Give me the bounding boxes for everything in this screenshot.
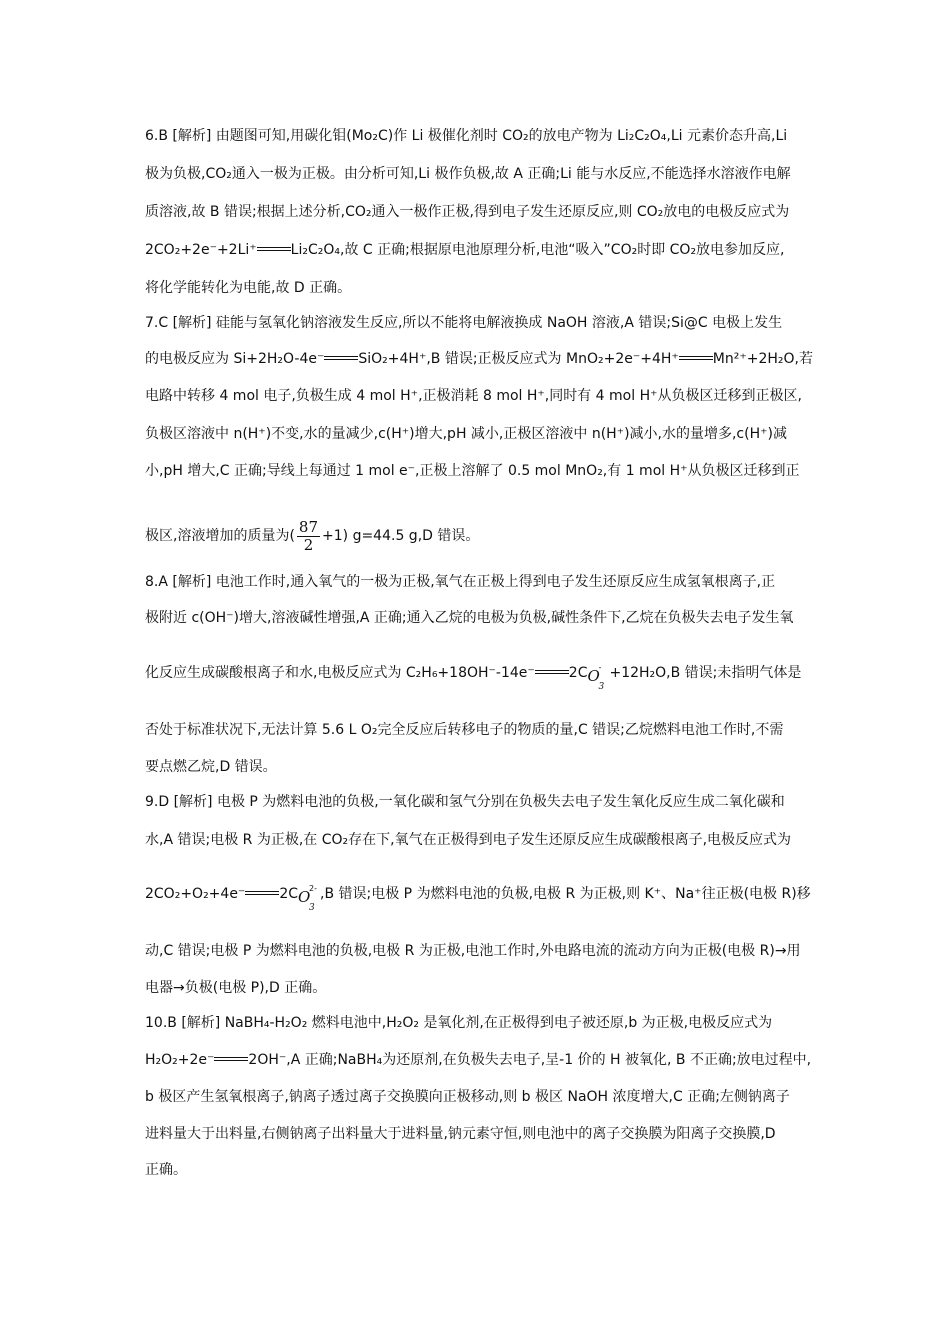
q6-equation-right: Li₂C₂O₄,故 C 正确;根据原电池原理分析,电池“吸入”CO₂时即 CO₂放电参加反应, (290, 242, 785, 258)
q9-equation-rest: ,B 错误;电极 P 为燃料电池的负极,电极 R 为正极,则 K⁺、Na⁺往正极(电极 R)移 (320, 886, 811, 902)
q10-line-3: b 极区产生氢氧根离子,钠离子透过离子交换膜向正极移动,则 b 极区 NaOH 浓度增大,C 正确;左侧钠离子 (145, 1089, 790, 1105)
q8-equation-rest: +12H₂O,B 错误;未指明气体是 (609, 665, 802, 681)
equals-sign (245, 891, 279, 897)
q9-equation-right: 2C (279, 886, 299, 902)
q7-cathode-product: Mn²⁺+2H₂O,若 (712, 351, 813, 367)
fraction-numerator: 87 (298, 517, 319, 536)
q7-line-4: 负极区溶液中 n(H⁺)不变,水的量减少,c(H⁺)增大,pH 减小,正极区溶液中 n(H⁺)减小,水的量增多,c(H⁺)减 (145, 426, 787, 442)
q7-line-5: 小,pH 增大,C 正确;导线上每通过 1 mol e⁻,正极上溶解了 0.5 mol MnO₂,有 1 mol H⁺从负极区迁移到正 (145, 463, 800, 479)
q10-line-1: 10.B [解析] NaBH₄-H₂O₂ 燃料电池中,H₂O₂ 是氧化剂,在正极得到电子被还原,b 为正极,电极反应式为 (145, 1015, 773, 1031)
q10-line-5: 正确。 (145, 1162, 187, 1178)
q10-line-4: 进料量大于出料量,右侧钠离子出料量大于进料量,钠元素守恒,则电池中的离子交换膜为阳离子交换膜,D (145, 1126, 776, 1142)
q9-line-5: 电器→负极(电极 P),D 正确。 (145, 980, 327, 996)
q7-line-3: 电路中转移 4 mol 电子,负极生成 4 mol H⁺,正极消耗 8 mol H⁺,同时有 4 mol H⁺从负极区迁移到正极区, (145, 388, 802, 404)
equals-sign (535, 670, 569, 676)
q9-line-2: 水,A 错误;电极 R 为正极,在 CO₂存在下,氧气在正极得到电子发生还原反应生成碳酸根离子,电极反应式为 (145, 832, 792, 848)
q7-anode-equation: 的电极反应为 Si+2H₂O-4e⁻ (145, 351, 325, 367)
equals-sign (679, 356, 713, 362)
q7-line-2 (145, 350, 813, 368)
q6-line-5: 将化学能转化为电能,故 D 正确。 (145, 280, 352, 296)
q8-line-5: 要点燃乙烷,D 错误。 (145, 759, 277, 775)
q9-line-4: 动,C 错误;电极 P 为燃料电池的负极,电极 R 为正极,电池工作时,外电路电流的流动方向为正极(电极 R)→用 (145, 943, 801, 959)
equals-sign (214, 1057, 248, 1063)
q10-equation-right: 2OH⁻,A 正确;NaBH₄为还原剂,在负极失去电子,呈-1 价的 H 被氧化, B 不正确;放电过程中, (248, 1052, 812, 1068)
fraction-denominator: 2 (303, 535, 314, 554)
carbonate-ion: O - 3 (587, 663, 605, 692)
q8-line-1: 8.A [解析] 电池工作时,通入氧气的一极为正极,氧气在正极上得到电子发生还原反应生成氢氧根离子,正 (145, 574, 776, 590)
carbonate-ion: O 2- 3 (298, 884, 317, 913)
q9-equation-left: 2CO₂+O₂+4e⁻ (145, 886, 246, 902)
q8-equation-right: 2C (568, 665, 588, 681)
q10-line-2 (145, 1051, 811, 1069)
q7-line-6 (145, 516, 479, 556)
q8-equation-left: 化反应生成碳酸根离子和水,电极反应式为 C₂H₆+18OH⁻-14e⁻ (145, 665, 535, 681)
q9-line-3 (145, 880, 811, 913)
q6-equation-left: 2CO₂+2e⁻+2Li⁺ (145, 242, 257, 258)
q9-line-1: 9.D [解析] 电极 P 为燃料电池的负极,一氧化碳和氢气分别在负极失去电子发生氧化反应生成二氧化碳和 (145, 794, 785, 810)
q8-line-2: 极附近 c(OH⁻)增大,溶液碱性增强,A 正确;通入乙烷的电极为负极,碱性条件下,乙烷在负极失去电子发生氧 (145, 610, 794, 626)
q6-line-4 (145, 241, 785, 259)
q10-equation-left: H₂O₂+2e⁻ (145, 1052, 215, 1068)
fraction (297, 519, 320, 554)
q7-line-1: 7.C [解析] 硅能与氢氧化钠溶液发生反应,所以不能将电解液换成 NaOH 溶液,A 错误;Si@C 电极上发生 (145, 315, 783, 331)
q8-line-3 (145, 659, 802, 692)
q6-line-1: 6.B [解析] 由题图可知,用碳化钼(Mo₂C)作 Li 极催化剂时 CO₂的放电产物为 Li₂C₂O₄,Li 元素价态升高,Li (145, 128, 788, 144)
q7-mass-result: +1) g=44.5 g,D 错误。 (322, 528, 480, 544)
q7-cathode-equation: SiO₂+4H⁺,B 错误;正极反应式为 MnO₂+2e⁻+4H⁺ (358, 351, 679, 367)
equals-sign (257, 247, 291, 253)
q6-line-2: 极为负极,CO₂通入一极为正极。由分析可知,Li 极作负极,故 A 正确;Li 能与水反应,不能选择水溶液作电解 (145, 166, 791, 182)
q7-mass-text: 极区,溶液增加的质量为( (145, 528, 295, 544)
q8-line-4: 否处于标准状况下,无法计算 5.6 L O₂完全反应后转移电子的物质的量,C 错误;乙烷燃料电池工作时,不需 (145, 722, 784, 738)
equals-sign (324, 356, 358, 362)
q6-line-3: 质溶液,故 B 错误;根据上述分析,CO₂通入一极作正极,得到电子发生还原反应,则 CO₂放电的电极反应式为 (145, 204, 790, 220)
